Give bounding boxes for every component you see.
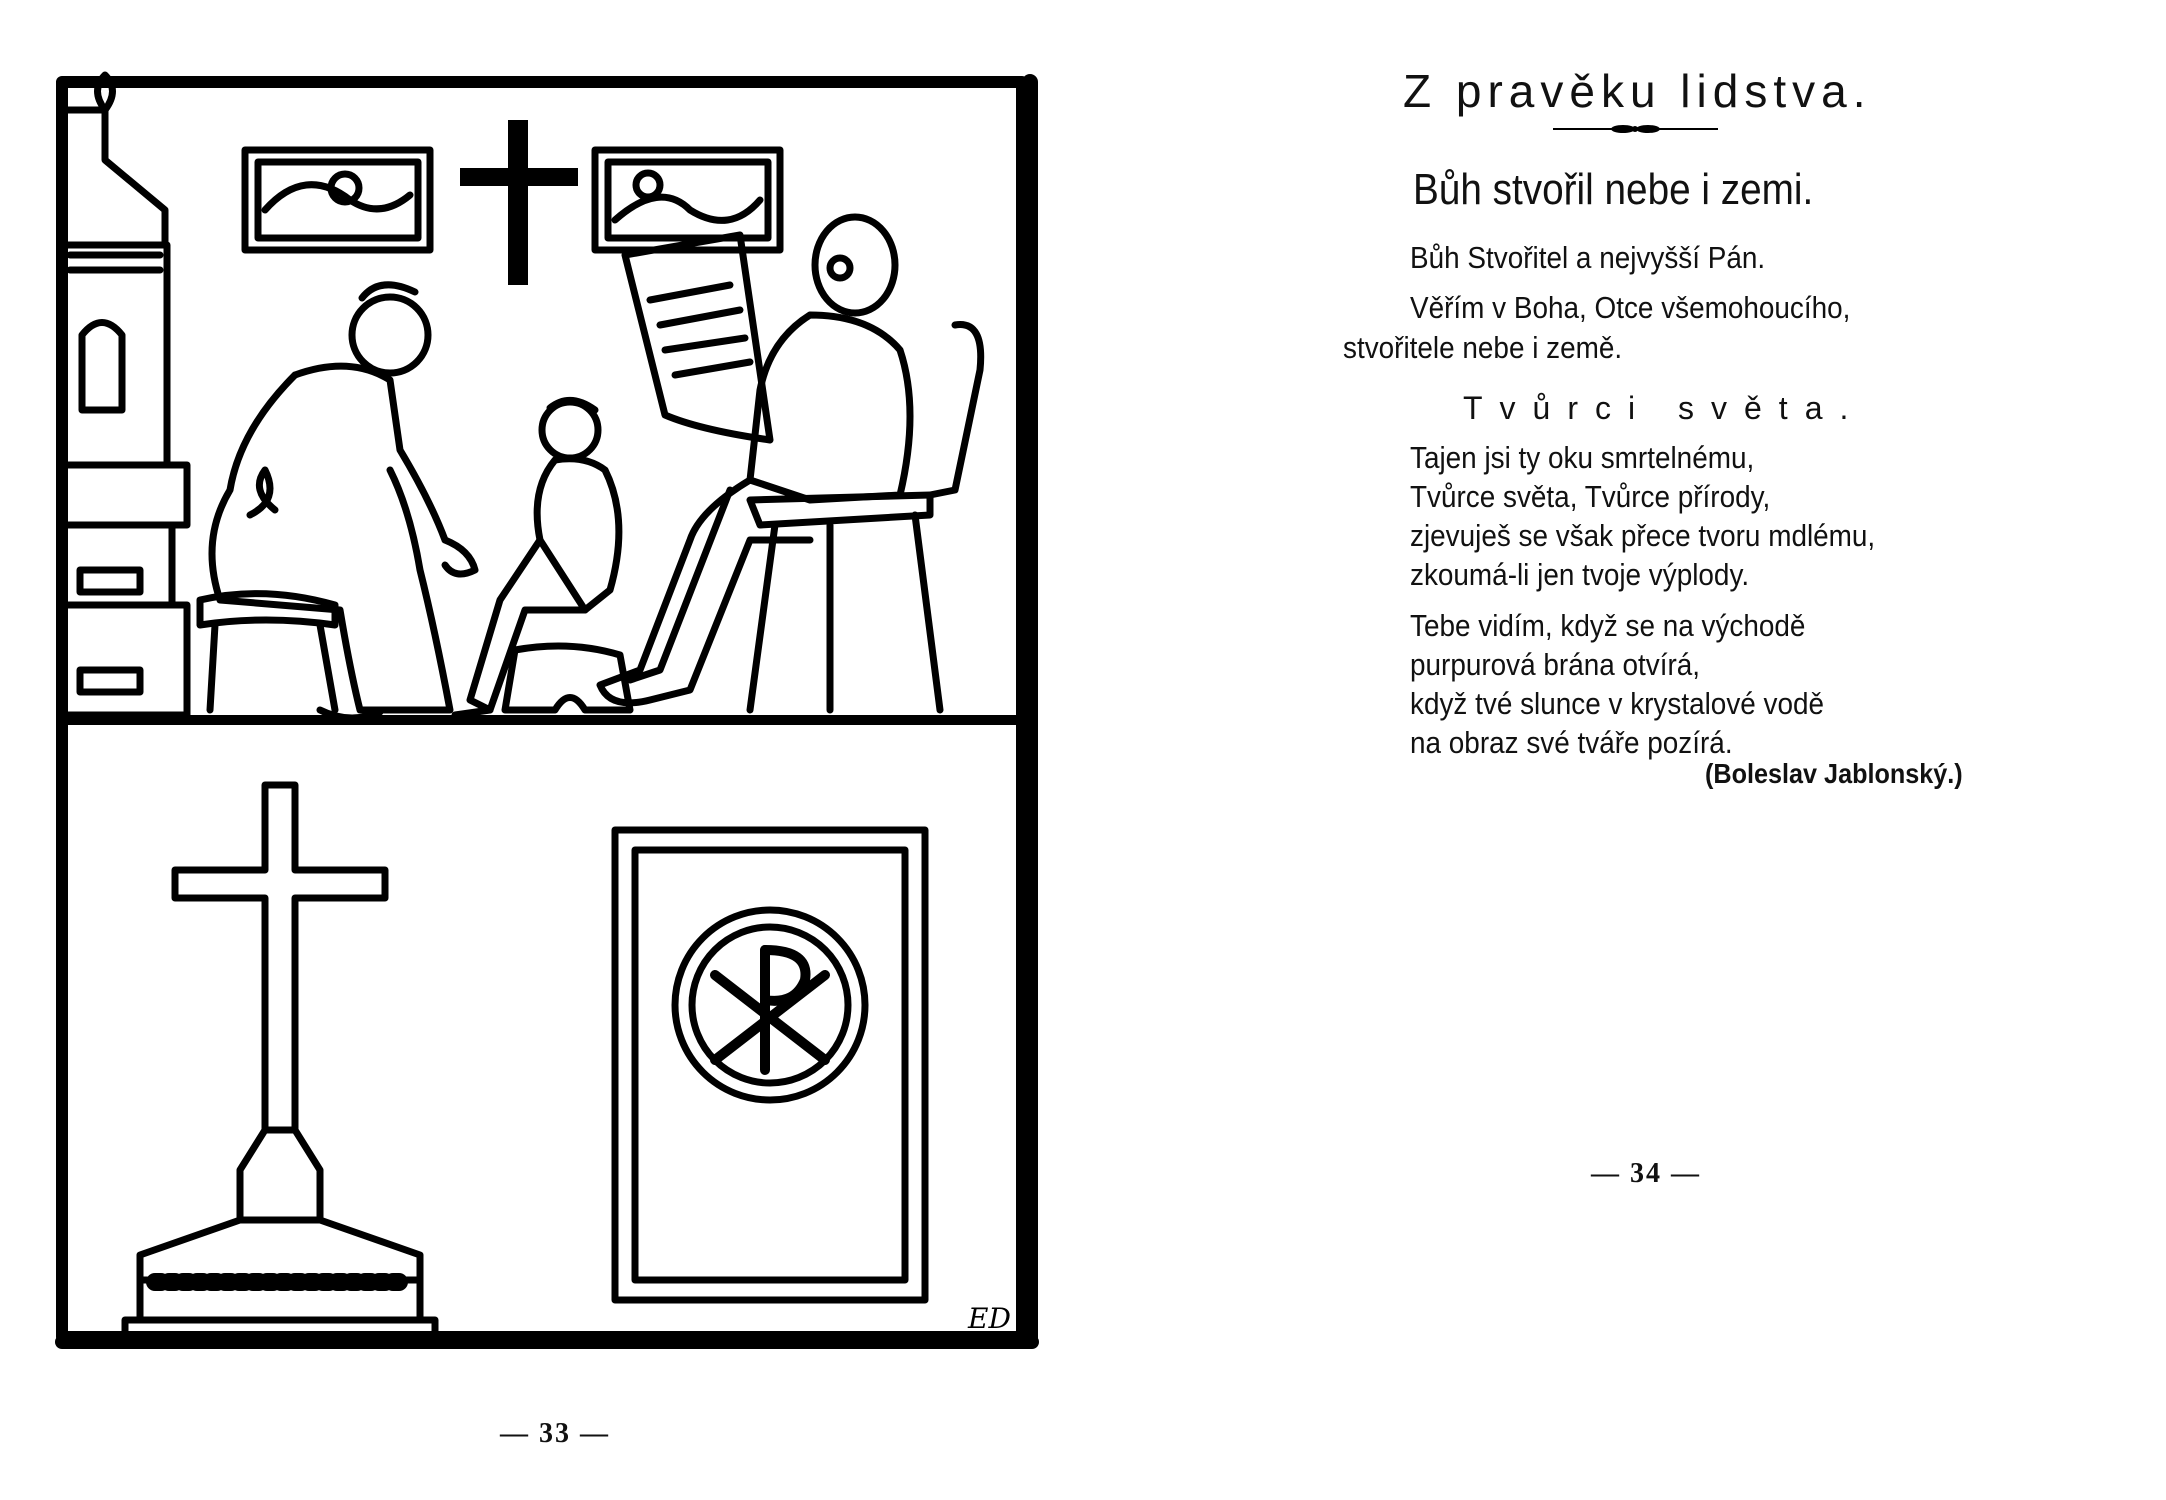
intro-line: stvořitele nebe i země. — [1343, 330, 1623, 365]
poem-line: zkoumá-li jen tvoje výplody. — [1410, 557, 1750, 592]
poem-line: Tvůrce světa, Tvůrce přírody, — [1410, 479, 1771, 514]
title-ornament — [1553, 122, 1718, 136]
woodcut-illustration — [50, 70, 1040, 1360]
stove-drawing — [62, 75, 187, 715]
standing-cross — [125, 785, 435, 1340]
poem-line: na obraz své tváře pozírá. — [1410, 725, 1733, 760]
page-number-left: — 33 — — [500, 1418, 610, 1449]
poem-line: když tvé slunce v krystalové vodě — [1410, 686, 1825, 721]
intro-line: Bůh Stvořitel a nejvyšší Pán. — [1410, 240, 1766, 275]
intro-line: Věřím v Boha, Otce všemohoucího, — [1410, 290, 1851, 325]
mother-figure — [200, 285, 475, 718]
poem-line: Tebe vidím, když se na východě — [1410, 608, 1806, 643]
poem-line: zjevuješ se však přece tvoru mdlému, — [1410, 518, 1876, 553]
poem-line: Tajen jsi ty oku smrtelnému, — [1410, 440, 1755, 475]
section-title: Bůh stvořil nebe i zemi. — [1413, 165, 1814, 214]
chi-rho-plaque — [615, 830, 925, 1300]
father-figure — [600, 217, 981, 710]
wall-cross — [460, 120, 578, 285]
poem-title: Tvůrci světa. — [1463, 390, 1866, 426]
chapter-title: Z pravěku lidstva. — [1403, 65, 1872, 117]
poem-line: purpurová brána otvírá, — [1410, 647, 1701, 682]
illustrator-signature: ED — [968, 1302, 1011, 1335]
boy-figure — [455, 400, 630, 715]
poem-author: (Boleslav Jablonský.) — [1705, 758, 1963, 789]
right-page — [1083, 0, 2166, 1500]
page-number-right: — 34 — — [1591, 1158, 1701, 1189]
